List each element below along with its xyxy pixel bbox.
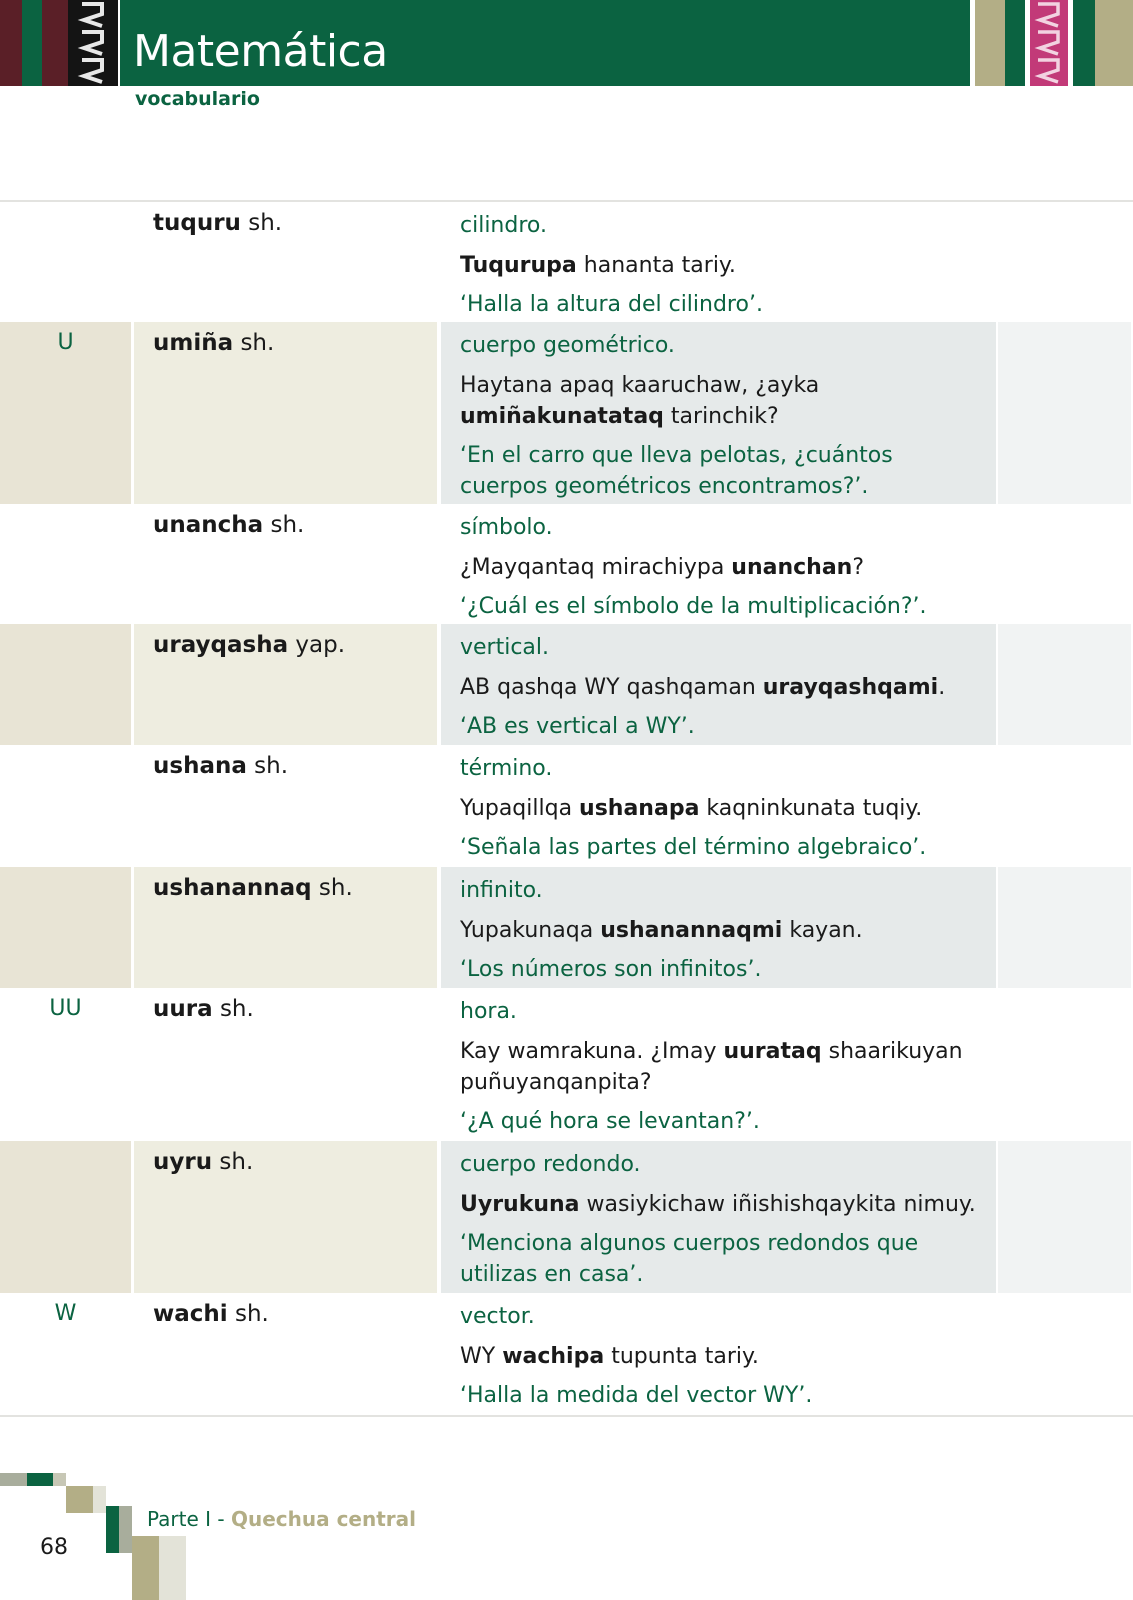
entry-term	[153, 330, 274, 356]
example-segment: Kay wamrakuna. ¿Imay	[460, 1039, 724, 1064]
vocab-entry	[0, 745, 1133, 867]
entry-example-translation: ‘Halla la medida del vector WY’.	[460, 1383, 813, 1408]
footer-block	[53, 1473, 66, 1486]
entry-term	[153, 875, 353, 901]
entry-translation: cuerpo geométrico.	[460, 333, 675, 358]
footer-block	[27, 1473, 53, 1486]
entry-example-translation: ‘En el carro que lleva pelotas, ¿cuántos cuerpos geométricos encontramos?’.	[460, 443, 893, 499]
entry-pos: sh.	[219, 996, 254, 1022]
entry-term	[153, 996, 254, 1022]
footer-block	[0, 1473, 27, 1486]
entry-example	[460, 915, 980, 946]
section-letter: UU	[49, 996, 82, 1021]
entry-word: ushanannaq	[153, 875, 312, 901]
entry-example-translation: ‘¿Cuál es el símbolo de la multiplicación?’.	[460, 594, 927, 619]
stripe-maroon	[42, 0, 68, 86]
entry-example-translation: ‘Menciona algunos cuerpos redondos que utilizas en casa’.	[460, 1231, 919, 1287]
vocab-entry	[0, 202, 1133, 322]
entry-example	[460, 672, 980, 703]
letter-cell	[0, 202, 131, 322]
example-segment: Tuqurupa	[460, 253, 577, 278]
entry-term	[153, 210, 282, 236]
pad-cell	[998, 1293, 1131, 1415]
entry-pos: yap.	[295, 632, 346, 658]
entry-word: umiña	[153, 330, 234, 356]
example-segment: kaqninkunata tuqiy.	[699, 796, 923, 821]
entry-term	[153, 1301, 269, 1327]
entry-word: uyru	[153, 1149, 213, 1175]
table-bottom-rule	[0, 1415, 1133, 1417]
entry-pos: sh.	[219, 1149, 254, 1175]
entry-word: ushana	[153, 753, 247, 779]
example-segment: hananta tariy.	[576, 253, 736, 278]
pad-cell	[998, 504, 1131, 624]
footer-part-label	[147, 1507, 416, 1531]
entry-term	[153, 512, 304, 538]
entry-translation: vector.	[460, 1304, 535, 1329]
pad-cell	[998, 867, 1131, 988]
pad-cell	[998, 202, 1131, 322]
section-letter: U	[57, 330, 74, 355]
letter-cell	[0, 624, 131, 745]
entry-word: urayqasha	[153, 632, 289, 658]
entry-example	[460, 552, 980, 583]
entry-term	[153, 753, 288, 779]
example-segment: tupunta tariy.	[604, 1344, 759, 1369]
footer-language: Quechua central	[230, 1507, 417, 1531]
example-segment: wasiykichaw iñishishqaykita nimuy.	[579, 1192, 976, 1217]
entry-example	[460, 793, 980, 824]
vocab-entry	[0, 988, 1133, 1141]
entry-translation: vertical.	[460, 635, 550, 660]
entry-pos: sh.	[318, 875, 353, 901]
example-segment: Yupakunaqa	[460, 918, 601, 943]
entry-word: unancha	[153, 512, 264, 538]
pad-cell	[998, 745, 1131, 867]
entry-translation: cilindro.	[460, 213, 547, 238]
entry-example	[460, 1189, 980, 1220]
entry-example-translation: ‘¿A qué hora se levantan?’.	[460, 1109, 760, 1134]
footer-block	[119, 1506, 132, 1553]
example-segment: AB qashqa WY qashqaman	[460, 675, 763, 700]
entry-pos: sh.	[240, 330, 275, 356]
letter-cell	[0, 745, 131, 867]
vocab-entry	[0, 624, 1133, 745]
entry-example	[460, 1341, 980, 1372]
stripe-green	[22, 0, 42, 86]
vocab-entry	[0, 867, 1133, 988]
example-segment: uurataq	[723, 1039, 822, 1064]
example-segment: kayan.	[782, 918, 863, 943]
example-segment: urayqashqami	[762, 675, 939, 700]
example-segment: ?	[852, 555, 865, 580]
stripe-tan	[975, 0, 1005, 86]
entry-definition	[460, 330, 980, 502]
entry-translation: cuerpo redondo.	[460, 1152, 641, 1177]
example-segment: Uyrukuna	[460, 1192, 580, 1217]
stripe-green	[1073, 0, 1095, 86]
example-segment: ushanannaqmi	[600, 918, 783, 943]
example-segment: unanchan	[731, 555, 853, 580]
entry-definition	[460, 210, 980, 320]
example-segment: shaarikuyan puñuyanqanpita?	[460, 1039, 963, 1095]
entry-example-translation: ‘Halla la altura del cilindro’.	[460, 292, 763, 317]
entry-definition	[460, 1301, 980, 1411]
page-title: Matemática	[133, 26, 388, 77]
example-segment: Yupaqillqa	[460, 796, 580, 821]
entry-example	[460, 1036, 980, 1098]
letter-cell	[0, 867, 131, 988]
pad-cell	[998, 322, 1131, 504]
example-segment: Haytana apaq kaaruchaw, ¿ayka	[460, 373, 820, 398]
vocab-entry	[0, 1141, 1133, 1293]
entry-definition	[460, 875, 980, 985]
entry-definition	[460, 512, 980, 622]
entry-example	[460, 370, 980, 432]
footer-block	[106, 1506, 119, 1553]
example-segment: umiñakunatataq	[460, 404, 664, 429]
pad-cell	[998, 624, 1131, 745]
entry-example-translation: ‘Los números son infinitos’.	[460, 957, 762, 982]
footer-block	[66, 1486, 93, 1513]
stripe-maroon	[0, 0, 22, 86]
entry-translation: infinito.	[460, 878, 543, 903]
section-letter: W	[54, 1301, 77, 1326]
entry-term	[153, 632, 345, 658]
example-segment: tarinchik?	[663, 404, 779, 429]
letter-cell	[0, 1141, 131, 1293]
entry-translation: símbolo.	[460, 515, 553, 540]
footer-block	[132, 1536, 159, 1600]
woven-pattern-icon	[68, 0, 118, 86]
example-segment: ¿Mayqantaq mirachiypa	[460, 555, 732, 580]
entry-word: uura	[153, 996, 213, 1022]
stripe-green	[1005, 0, 1025, 86]
woven-pattern-icon	[1030, 0, 1068, 86]
example-segment: WY	[460, 1344, 503, 1369]
stripe-tan	[1095, 0, 1133, 86]
footer-block	[159, 1536, 186, 1600]
entry-example-translation: ‘Señala las partes del término algebraico’.	[460, 835, 927, 860]
entry-definition	[460, 1149, 980, 1290]
vocab-entry	[0, 322, 1133, 504]
entry-example-translation: ‘AB es vertical a WY’.	[460, 714, 695, 739]
example-segment: wachipa	[502, 1344, 605, 1369]
entry-translation: hora.	[460, 999, 517, 1024]
entry-definition	[460, 632, 980, 742]
entry-pos: sh.	[234, 1301, 269, 1327]
entry-pos: sh.	[248, 210, 283, 236]
pad-cell	[998, 1141, 1131, 1293]
example-segment: ushanapa	[579, 796, 700, 821]
entry-pos: sh.	[254, 753, 289, 779]
footer-part: Parte I -	[147, 1507, 231, 1531]
pad-cell	[998, 988, 1131, 1141]
entry-definition	[460, 753, 980, 863]
example-segment: .	[938, 675, 946, 700]
entry-translation: término.	[460, 756, 553, 781]
page-number: 68	[40, 1535, 68, 1560]
vocab-entry	[0, 1293, 1133, 1415]
section-subtitle: vocabulario	[135, 88, 260, 110]
vocab-entry	[0, 504, 1133, 624]
entry-term	[153, 1149, 253, 1175]
entry-definition	[460, 996, 980, 1137]
entry-word: wachi	[153, 1301, 228, 1327]
letter-cell	[0, 504, 131, 624]
entry-example	[460, 250, 980, 281]
footer-block	[93, 1486, 106, 1513]
entry-word: tuquru	[153, 210, 241, 236]
entry-pos: sh.	[270, 512, 305, 538]
